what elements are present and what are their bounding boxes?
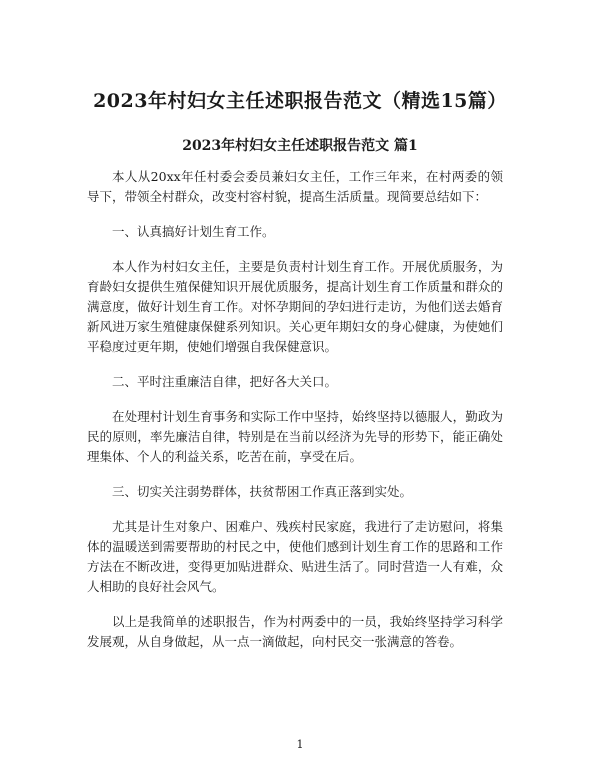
paragraph: 以上是我简单的述职报告，作为村两委中的一员，我始终坚持学习科学发展观，从自身做起，从一点一滴做起，向村民交一张满意的答卷。: [87, 614, 503, 649]
document-body: [87, 167, 503, 667]
paragraph-heading: 二、平时注重廉洁自律，把好各大关口。: [112, 374, 338, 389]
paragraph: 尤其是计生对象户、困难户、残疾村民家庭，我进行了走访慰问，将集体的温暖送到需要帮助的村民之中，使他们感到计划生育工作的思路和工作方法在不断改进，变得更加贴进群众、贴进生活了。同时营造一人有难，众人相助的良好社会风气。: [87, 519, 503, 594]
section-title: 2023年村妇女主任述职报告范文 篇1: [182, 138, 418, 154]
paragraph: 本人从20xx年任村委会委员兼妇女主任，工作三年来，在村两委的领导下，带领全村群众，改变村容村貌，提高生活质量。现简要总结如下：: [87, 169, 503, 204]
document-title: 2023年村妇女主任述职报告范文（精选15篇）: [93, 90, 507, 112]
paragraph-heading: 三、切实关注弱势群体，扶贫帮困工作真正落到实处。: [112, 484, 413, 499]
paragraph: 在处理村计划生育事务和实际工作中坚持，始终坚持以德服人，勤政为民的原则，率先廉洁自律，特别是在当前以经济为先导的形势下，能正确处理集体、个人的利益关系，吃苦在前，享受在后。: [87, 409, 503, 464]
paragraph: 本人作为村妇女主任，主要是负责村计划生育工作。开展优质服务，为育龄妇女提供生殖保健知识开展优质服务，提高计划生育工作质量和群众的满意度，做好计划生育工作。对怀孕期间的孕妇进行走访，为他们送去婚育新风进万家生殖健康保健系列知识。关心更年期妇女的身心健康，为使她们平稳度过更年期，使她们增强自我保健意识。: [87, 259, 503, 354]
page-number: 1: [296, 738, 304, 751]
paragraph-heading: 一、认真搞好计划生育工作。: [112, 224, 275, 239]
